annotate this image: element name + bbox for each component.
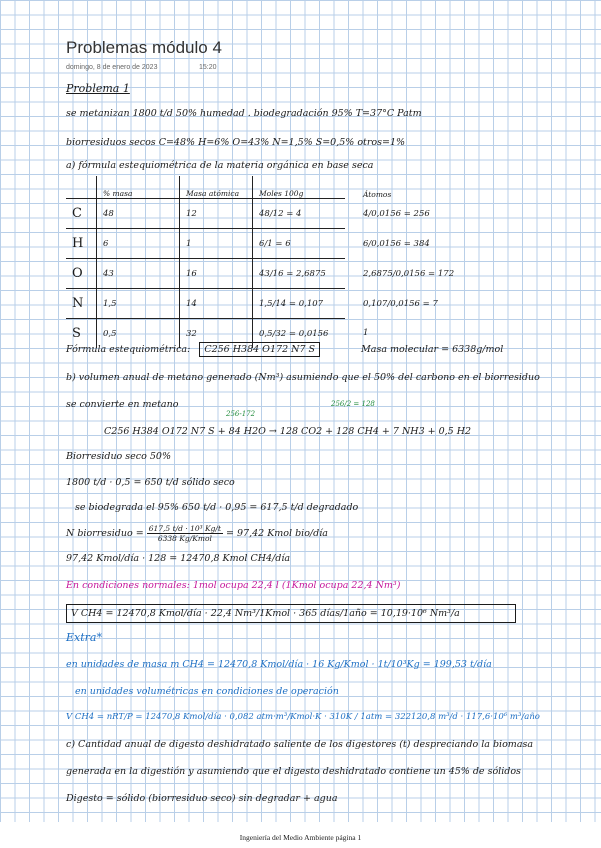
- part-c-statement-2: generada en la digestión y asumiendo que el digesto deshidratado contiene un 45% de sólidos: [66, 766, 521, 777]
- table-header-row: [66, 176, 460, 199]
- mass-units-line: en unidades de masa m CH4 = 12470,8 Kmol/día · 16 Kg/Kmol · 1t/10³Kg = 199,53 t/día: [66, 659, 492, 670]
- table-row: [66, 289, 460, 319]
- table-cell: 32: [180, 319, 253, 349]
- formula-line: [66, 344, 503, 355]
- table-cell: 0,5/32 = 0,0156: [253, 319, 346, 349]
- part-c-statement-1: c) Cantidad anual de digesto deshidratado saliente de los digestores (t) despreciando la biomasa: [66, 739, 534, 750]
- table-header-cell: Moles 100g: [253, 176, 346, 199]
- normal-conditions: En condiciones normales: 1mol ocupa 22,4 l (1Kmol ocupa 22,4 Nm³): [66, 580, 401, 591]
- page-footer: Ingeniería del Medio Ambiente página 1: [239, 833, 362, 842]
- part-a-statement: a) fórmula estequiométrica de la materia orgánica en base seca: [66, 160, 374, 171]
- table-cell: 6: [97, 229, 180, 259]
- table-cell: 1: [180, 229, 253, 259]
- statement-line-2: biorresiduos secos C=48% H=6% O=43% N=1,5% S=0,5% otros=1%: [66, 137, 406, 148]
- table-row: [66, 199, 460, 229]
- formula-box: C256 H384 O172 N7 S: [199, 342, 320, 357]
- composition-table: [66, 176, 460, 348]
- reaction-note-carbon: 256/2 = 128: [331, 400, 375, 408]
- table-header-cell: Átomos: [363, 189, 392, 199]
- table-cell: 43/16 = 2,6875: [253, 259, 346, 289]
- part-c-statement-3: Digesto = sólido (biorresiduo seco) sin degradar + agua: [66, 793, 338, 804]
- reaction-note-water: 256-172: [226, 410, 256, 418]
- extra-heading: Extra*: [66, 631, 102, 644]
- part-b-statement-2: se convierte en metano: [66, 399, 179, 410]
- calc-moles-biorresiduo: [66, 524, 328, 543]
- calc-numerator: 617,5 t/d · 10³ Kg/t: [148, 524, 221, 533]
- table-cell: H: [66, 229, 97, 259]
- table-cell: 0,107/0,0156 = 7: [363, 298, 438, 309]
- table-cell: 14: [180, 289, 253, 319]
- table-row: [66, 259, 460, 289]
- table-cell: O: [66, 259, 97, 289]
- table-cell: S: [66, 319, 97, 349]
- formula-label: Fórmula estequiométrica:: [66, 344, 191, 355]
- table-header-cell: Masa atómica: [180, 176, 253, 199]
- table-cell: 43: [97, 259, 180, 289]
- table-row: [66, 229, 460, 259]
- statement-line-1: se metanizan 1800 t/d 50% humedad . biodegradación 95% T=37°C Patm: [66, 108, 422, 119]
- dry-fraction: Biorresiduo seco 50%: [66, 451, 171, 462]
- table-header-cell: % masa: [97, 176, 180, 199]
- problem-heading: Problema 1: [66, 82, 130, 95]
- table-header-cell: [66, 176, 97, 199]
- methane-volume-box: V CH4 = 12470,8 Kmol/día · 22,4 Nm³/1Kmol · 365 días/1año = 10,19·10⁶ Nm³/a: [66, 604, 516, 623]
- calc-methane-moles: 97,42 Kmol/día · 128 = 12470,8 Kmol CH4/día: [66, 553, 291, 564]
- table-cell: 2,6875/0,0156 = 172: [363, 268, 455, 279]
- table-cell: 1,5/14 = 0,107: [253, 289, 346, 319]
- table-cell: 1: [363, 328, 369, 339]
- calc-denominator: 6338 Kg/Kmol: [157, 534, 212, 543]
- reaction-equation: C256 H384 O172 N7 S + 84 H2O → 128 CO2 + 128 CH4 + 7 NH3 + 0,5 H2: [104, 426, 472, 437]
- calc-rhs: = 97,42 Kmol bio/día: [226, 528, 328, 539]
- table-cell: 6/0,0156 = 384: [363, 238, 430, 249]
- page-title: Problemas módulo 4: [66, 38, 222, 57]
- table-cell: 0,5: [97, 319, 180, 349]
- calc-dry-solid: 1800 t/d · 0,5 = 650 t/d sólido seco: [66, 477, 235, 488]
- table-cell: N: [66, 289, 97, 319]
- table-cell: 4/0,0156 = 256: [363, 208, 430, 219]
- table-cell: 48/12 = 4: [253, 199, 346, 229]
- table-cell: C: [66, 199, 97, 229]
- methane-volume-line: [66, 604, 516, 623]
- table-cell: 48: [97, 199, 180, 229]
- table-cell: 1,5: [97, 289, 180, 319]
- volume-units-line: en unidades volumétricas en condiciones de operación: [75, 686, 339, 697]
- calc-lhs: N biorresiduo =: [66, 528, 144, 539]
- operating-volume-line: V CH4 = nRT/P = 12470,8 Kmol/día · 0,082 atm·m³/Kmol·K · 310K / 1atm = 322120,8 m³/d · 117,6·10⁶ m³/año: [66, 712, 540, 722]
- page-time: 15:20: [199, 64, 217, 71]
- calc-degraded: se biodegrada el 95% 650 t/d · 0,95 = 617,5 t/d degradado: [75, 502, 359, 513]
- molar-mass: Masa molecular = 6338g/mol: [361, 344, 504, 355]
- part-b-statement-1: b) volumen anual de metano generado (Nm³) asumiendo que el 50% del carbono en el biorresiduo: [66, 372, 540, 383]
- table-cell: 12: [180, 199, 253, 229]
- table-cell: 6/1 = 6: [253, 229, 346, 259]
- page-date: domingo, 8 de enero de 2023: [66, 64, 158, 71]
- calc-fraction: [147, 524, 223, 543]
- table-cell: 16: [180, 259, 253, 289]
